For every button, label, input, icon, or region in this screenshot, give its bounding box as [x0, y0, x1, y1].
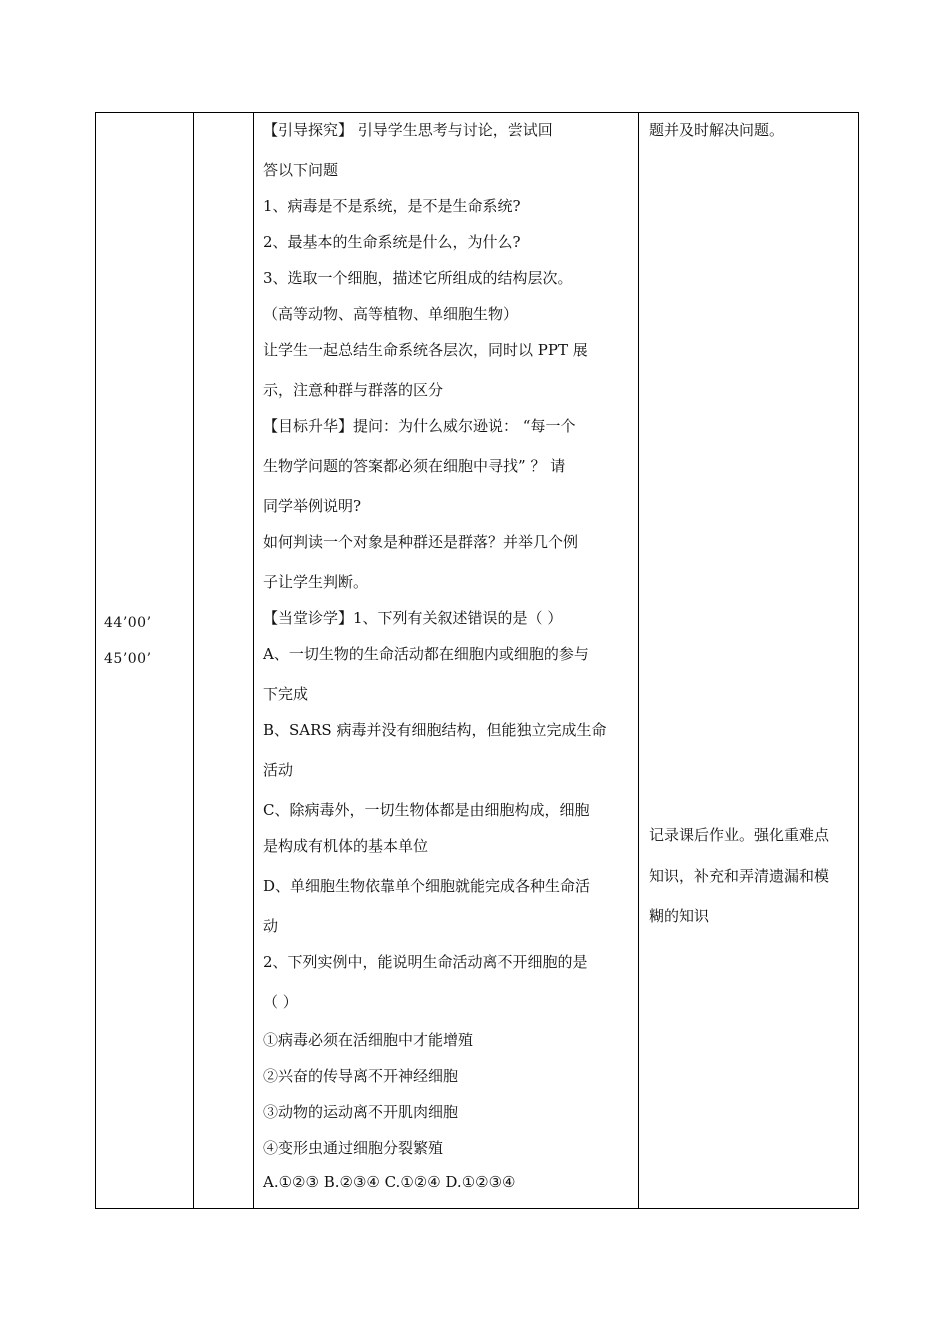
activity-line: （高等动物、高等植物、单细胞生物）: [263, 305, 519, 323]
activity-line: 示，注意种群与群落的区分: [263, 381, 444, 399]
activity-line: （ ）: [263, 993, 298, 1011]
activity-line: 活动: [263, 761, 294, 779]
activity-line: 1、病毒是不是系统，是不是生命系统?: [263, 197, 521, 215]
activity-line: A.①②③ B.②③④ C.①②④ D.①②③④: [263, 1173, 516, 1191]
design-intent-column: [641, 113, 856, 1208]
activity-line: C、除病毒外，一切生物体都是由细胞构成，细胞: [263, 801, 590, 819]
activity-line: 2、最基本的生命系统是什么，为什么?: [263, 233, 521, 251]
activity-line: ③动物的运动离不开肌肉细胞: [263, 1103, 459, 1121]
activity-line: ②兴奋的传导离不开神经细胞: [263, 1067, 459, 1085]
time-column: [96, 113, 194, 1208]
activity-line: 【当堂诊学】1、下列有关叙述错误的是（ ）: [263, 609, 563, 627]
column-divider: [253, 113, 254, 1208]
intent-line: 记录课后作业。强化重难点: [649, 826, 830, 844]
activity-line: 让学生一起总结生命系统各层次，同时以 PPT 展: [263, 341, 588, 359]
intent-line: 题并及时解决问题。: [649, 121, 785, 139]
activity-line: 是构成有机体的基本单位: [263, 837, 429, 855]
activity-line: D、单细胞生物依靠单个细胞就能完成各种生命活: [263, 877, 591, 895]
intent-line: 知识，补充和弄清遗漏和模: [649, 867, 830, 885]
activity-line: 如何判读一个对象是种群还是群落？并举几个例: [263, 533, 579, 551]
activity-line: 下完成: [263, 685, 309, 703]
activity-line: ④变形虫通过细胞分裂繁殖: [263, 1139, 444, 1157]
activity-line: 【目标升华】提问：为什么威尔逊说： “每一个: [263, 417, 576, 435]
lesson-plan-table: [95, 112, 859, 1209]
activity-line: 2、下列实例中，能说明生命活动离不开细胞的是: [263, 953, 588, 971]
activity-line: A、一切生物的生命活动都在细胞内或细胞的参与: [263, 645, 589, 663]
activity-line: 子让学生判断。: [263, 573, 369, 591]
activity-line: ①病毒必须在活细胞中才能增殖: [263, 1031, 474, 1049]
column-divider: [638, 113, 639, 1208]
activity-line: 答以下问题: [263, 161, 339, 179]
teacher-activity-column: [255, 113, 635, 1208]
time-end: 45’00’: [104, 651, 152, 667]
activity-line: 动: [263, 917, 279, 935]
activity-line: 【引导探究】 引导学生思考与讨论，尝试回: [263, 121, 553, 139]
activity-line: 3、选取一个细胞，描述它所组成的结构层次。: [263, 269, 573, 287]
activity-line: 同学举例说明?: [263, 497, 362, 515]
intent-line: 糊的知识: [649, 907, 710, 925]
activity-line: 生物学问题的答案都必须在细胞中寻找” ？ 请: [263, 457, 566, 475]
activity-line: B、SARS 病毒并没有细胞结构，但能独立完成生命: [263, 721, 607, 739]
time-start: 44’00’: [104, 615, 152, 631]
